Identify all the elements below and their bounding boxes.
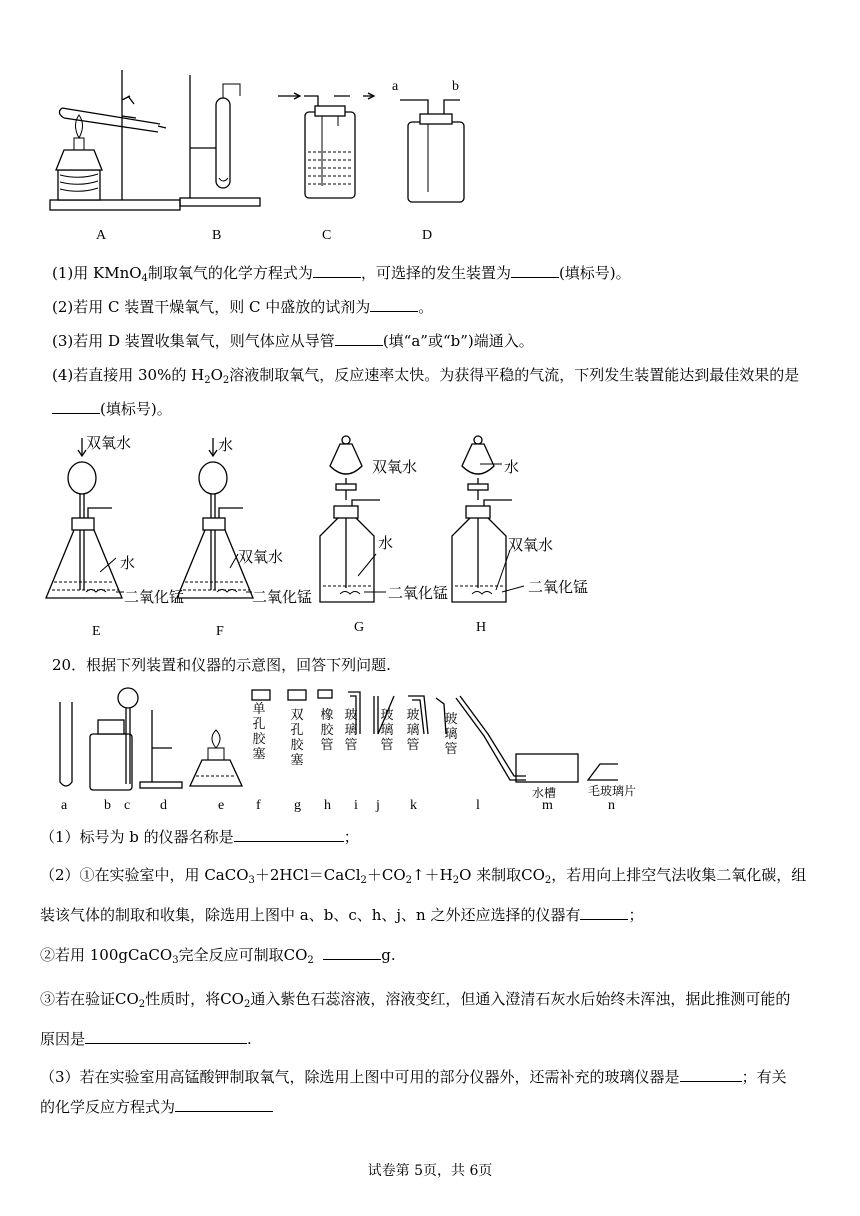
stoppers <box>252 690 332 700</box>
f-h2o2-label: 双氧水 <box>238 548 284 566</box>
answer-blank[interactable] <box>511 263 559 278</box>
single-hole-stopper-label: 单孔胶塞 <box>252 702 266 762</box>
h-mno2-label: 二氧化锰 <box>528 578 589 596</box>
water-trough-label: 水槽 <box>532 786 557 800</box>
q20-title: 20．根据下列装置和仪器的示意图，回答下列问题. <box>52 656 391 674</box>
f-mno2-label: 二氧化锰 <box>252 588 313 606</box>
label-g: G <box>354 620 365 635</box>
f-water-label: 水 <box>218 436 234 454</box>
glass-plate-n <box>588 764 618 780</box>
q20-part2a: （2）①在实验室中，用 $CaCO_3+2HCl=CaCl_2+CO_2↑+H_2O$ 来制取$CO_2$，若用向上排空气法收集二氧化碳，组 <box>40 866 807 886</box>
q19-part1: (1)用 KMnO$_4$制取氧气的化学方程式为 ，可选择的发生装置为 (填标号)。 <box>52 264 631 284</box>
q20-part2b: ②若用 100gCaCO$_3$完全反应可制取$CO_2$ g. <box>40 946 396 966</box>
label-c: C <box>322 228 332 243</box>
q19-part3: (3)若用 D 装置收集氧气，则气体应从导管 (填“a”或“b”)端通入。 <box>52 332 534 350</box>
test-tube-a <box>60 702 72 786</box>
glass-tubes <box>348 692 526 780</box>
g-mno2-label: 二氧化锰 <box>388 584 449 602</box>
letter-j: j <box>376 798 380 813</box>
apparatus-figure-abcd <box>40 60 500 250</box>
letter-a: a <box>61 798 68 813</box>
double-hole-stopper-label: 双孔胶塞 <box>290 708 304 768</box>
e-water-label: 水 <box>120 554 136 572</box>
answer-blank[interactable] <box>323 945 381 960</box>
e-mno2-label: 二氧化锰 <box>124 588 185 606</box>
water-trough-m <box>516 754 578 782</box>
letter-k: k <box>410 798 417 813</box>
label-e: E <box>92 624 101 639</box>
answer-blank[interactable] <box>85 1029 247 1044</box>
label-h: H <box>476 620 487 635</box>
letter-c: c <box>124 798 131 813</box>
letter-d: d <box>160 798 167 813</box>
q20-part2c: ③若在验证$CO_2$性质时，将$CO_2$通入紫色石蕊溶液，溶液变红，但通入澄清石灰水后始终未浑浊，据此推测可能的 <box>40 990 791 1010</box>
answer-blank[interactable] <box>313 263 361 278</box>
h-water-label: 水 <box>504 458 520 476</box>
iron-stand-d <box>140 710 182 788</box>
e-h2o2-label: 双氧水 <box>86 434 132 452</box>
answer-blank[interactable] <box>580 905 628 920</box>
label-d: D <box>422 228 433 243</box>
apparatus-e <box>46 438 122 598</box>
q19-part2: (2)若用 C 装置干燥氧气，则 C 中盛放的试剂为 。 <box>52 298 434 316</box>
letter-g: g <box>294 798 301 813</box>
label-f: F <box>216 624 224 639</box>
letter-m: m <box>542 798 553 813</box>
apparatus-b <box>180 75 260 206</box>
label-b: B <box>212 228 222 243</box>
letter-n: n <box>608 798 615 813</box>
apparatus-f <box>177 438 253 598</box>
letter-e: e <box>218 798 225 813</box>
glass-tube-i-label: 玻璃管 <box>344 708 358 753</box>
answer-blank[interactable] <box>335 331 383 346</box>
h-h2o2-label: 双氧水 <box>508 536 554 554</box>
q19-part4: (4)若直接用 30%的 $H_2O_2$溶液制取氧气，反应速率太快。为获得平稳的气流，下列发生装置能达到最佳效果的是 <box>52 366 800 386</box>
tube-b-label: b <box>452 79 459 94</box>
glass-tube-k-label: 玻璃管 <box>406 708 420 753</box>
apparatus-g <box>320 436 380 602</box>
letter-l: l <box>476 798 480 813</box>
answer-blank[interactable] <box>370 297 418 312</box>
q20-part3-line2: 的化学反应方程式为 <box>40 1096 273 1118</box>
instrument-letter-row <box>0 798 860 816</box>
answer-blank[interactable] <box>234 827 344 842</box>
q20-part2a-line2: 装该气体的制取和收集，除选用上图中 a、b、c、h、j、n 之外还应选择的仪器有 ； <box>40 906 644 924</box>
letter-f: f <box>256 798 261 813</box>
g-h2o2-label: 双氧水 <box>372 458 418 476</box>
answer-blank[interactable] <box>680 1067 742 1082</box>
q20-part1: （1）标号为 b 的仪器名称是 ； <box>40 828 359 846</box>
label-a: A <box>96 228 107 243</box>
tube-a-label: a <box>392 79 399 94</box>
apparatus-a <box>50 70 180 210</box>
glass-tube-l-label: 玻璃管 <box>444 712 458 757</box>
apparatus-d <box>392 79 464 202</box>
glass-tube-j-label: 玻璃管 <box>380 708 394 753</box>
letter-h: h <box>324 798 331 813</box>
alcohol-lamp-e <box>190 730 242 786</box>
apparatus-c <box>278 93 374 198</box>
q20-part3: （3）若在实验室用高锰酸钾制取氧气，除选用上图中可用的部分仪器外，还需补充的玻璃仪器是 ；有关 <box>40 1068 787 1086</box>
page-footer: 试卷第 5页，共 6页 <box>367 1163 493 1179</box>
glass-plate-label: 毛玻璃片 <box>588 784 637 798</box>
answer-blank[interactable] <box>175 1097 273 1112</box>
answer-blank[interactable] <box>52 399 100 414</box>
letter-b: b <box>104 798 111 813</box>
letter-i: i <box>354 798 358 813</box>
q20-part2c-line2: 原因是 . <box>40 1030 252 1048</box>
q19-part4-line2: (填标号)。 <box>52 398 172 420</box>
apparatus-h <box>452 436 512 602</box>
g-water-label: 水 <box>378 534 394 552</box>
rubber-tube-label: 橡胶管 <box>320 708 334 753</box>
